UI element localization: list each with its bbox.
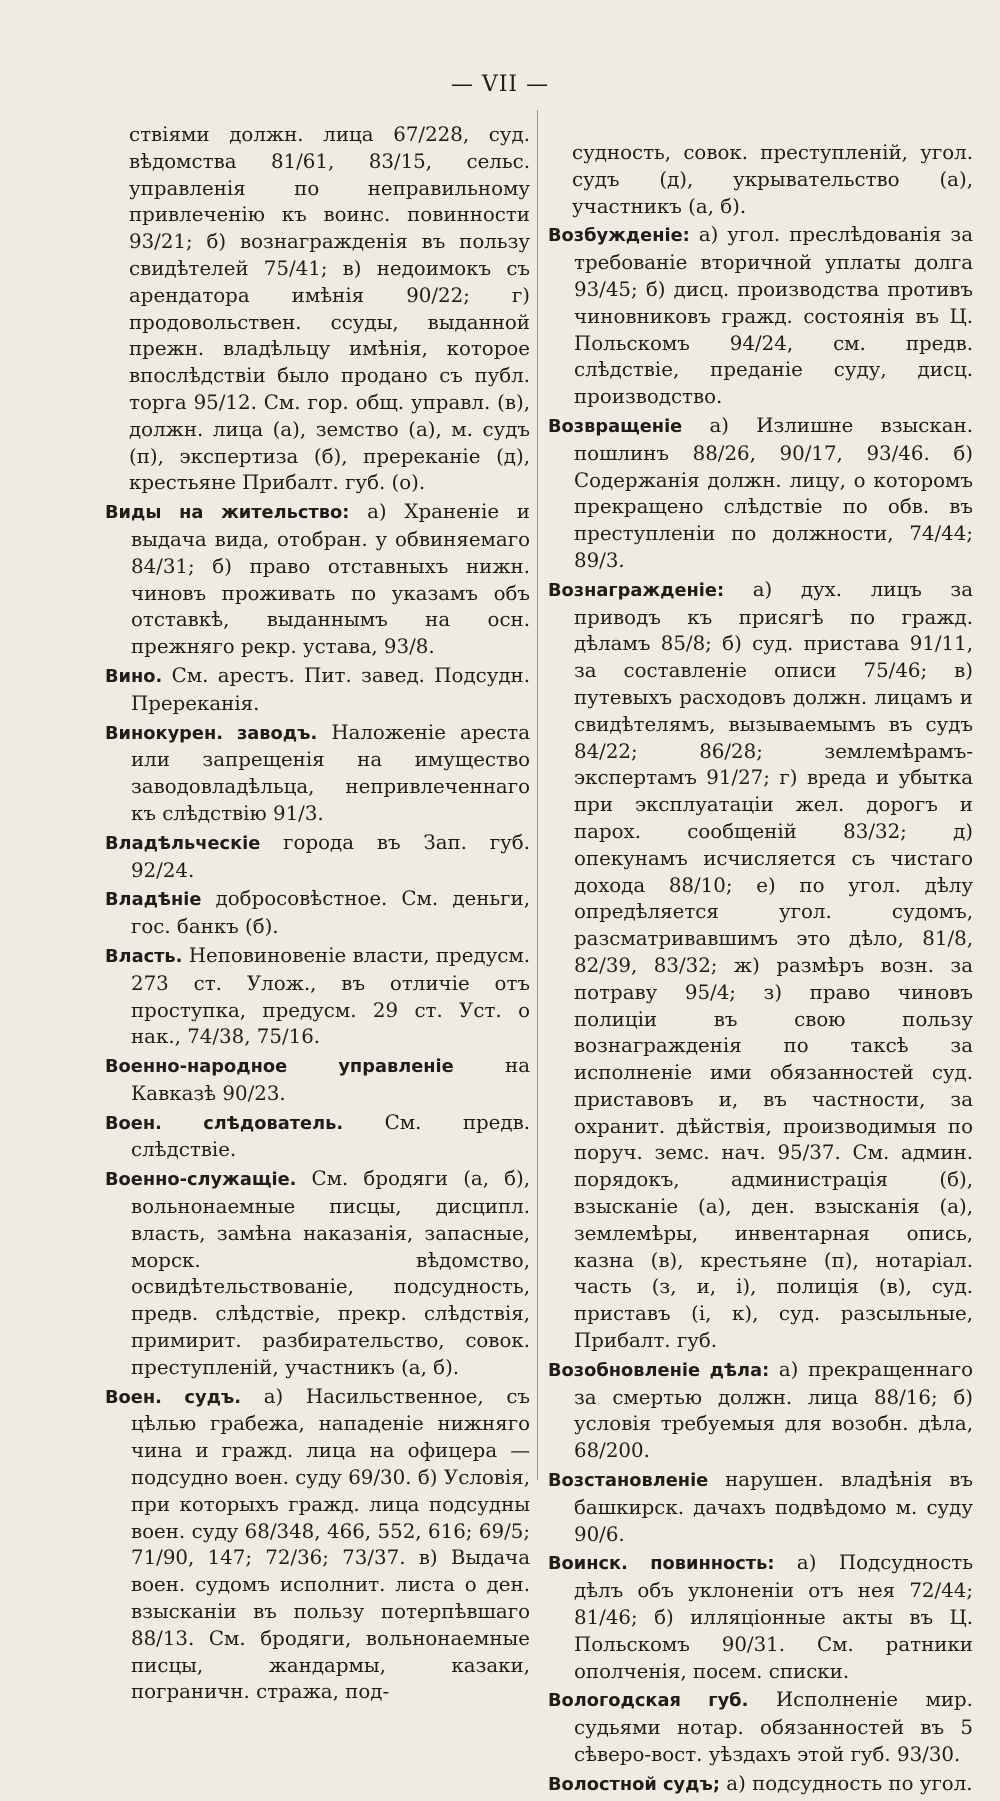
entry-heading: Возбужденіе: bbox=[548, 225, 690, 247]
entry-heading: Владѣніе bbox=[105, 889, 202, 911]
index-entry bbox=[105, 663, 530, 718]
entry-text: См. бродяги (а, б), вольнонаемные писцы, дисципл. власть, замѣна наказанія, запасные, морск. вѣдомство, освидѣтельствованіе, подсудность, предв. слѣдствіе, прекр. слѣдствія, примирит. разбирательство, совок. преступленій, участникъ (а, б). bbox=[131, 1167, 530, 1379]
right-column bbox=[548, 140, 973, 1801]
index-entry bbox=[548, 140, 973, 220]
entry-heading: Возобновленіе дѣла: bbox=[548, 1359, 770, 1381]
entry-text: Неповиновеніе власти, предусм. 273 ст. Улож., въ отличіе отъ проступка, предусм. 29 ст. Уст. о нак., 74/38, 75/16. bbox=[131, 943, 530, 1049]
index-entry bbox=[105, 830, 530, 885]
index-entry bbox=[548, 1467, 973, 1548]
entry-text: См. арестъ. Пит. завед. Подсудн. Пререканія. bbox=[131, 663, 530, 715]
index-entry bbox=[105, 1053, 530, 1108]
index-entry bbox=[548, 577, 973, 1355]
entry-text: добросовѣстное. См. деньги, гос. банкъ (б). bbox=[131, 887, 530, 939]
entry-text: а) прекращеннаго за смертью должн. лица 88/16; б) условія требуемыя для возобн. дѣла, 68/200. bbox=[574, 1357, 973, 1463]
index-entry bbox=[548, 413, 973, 575]
entry-text: а) дух. лицъ за приводъ къ присягѣ по гражд. дѣламъ 85/8; б) суд. пристава 91/11, за составленіе описи 75/46; в) путевыхъ расходовъ должн. лицамъ и свидѣтелямъ, вызываемымъ въ судъ 84/22; 86/28; землемѣрамъ-экспертамъ 91/27; г) вреда и убытка при эксплуатаціи жел. дорогъ и парох. сообщеній 83/32; д) опекунамъ исчисляется съ чистаго дохода 88/10; е) по угол. дѣлу опредѣляется угол. судомъ, разсматривавшимъ это дѣло, 81/8, 82/39, 83/32; ж) размѣръ возн. за потраву 95/4; з) право чиновъ полиціи въ свою пользу вознагражденія по таксѣ за исполненіе ими обязанностей суд. приставовъ и, въ частности, за охранит. дѣйствія, производимыя по поруч. земс. нач. 95/37. См. админ. порядокъ, администрація (б), взысканіе (а), ден. взысканія (а), землемѣры, инвентарная опись, казна (в), крестьяне (п), нотаріал. часть (з, и, і), полиція (в), суд. приставъ (і, к), суд. разсыльные, Прибалт. губ. bbox=[574, 577, 973, 1353]
page-number: — VII — bbox=[450, 72, 550, 97]
column-divider bbox=[537, 110, 538, 1480]
entry-text: а) Подсудность дѣлъ объ уклоненіи отъ нея 72/44; 81/46; б) илляціонные акты въ Ц. Польскомъ 90/31. См. ратники ополченія, посем. списки. bbox=[574, 1551, 973, 1683]
index-entry bbox=[105, 943, 530, 1051]
index-entry bbox=[105, 1384, 530, 1707]
left-column bbox=[105, 122, 530, 1708]
entry-text: Наложеніе ареста или запрещенія на имущество заводовладѣльца, непривлеченнаго къ слѣдствію 91/3. bbox=[131, 720, 530, 825]
entry-text: а) подсудность по угол. bbox=[726, 1771, 973, 1795]
entry-text: нарушен. владѣнія въ башкирск. дачахъ подвѣдомо м. суду 90/6. bbox=[574, 1468, 973, 1546]
entry-heading: Власть. bbox=[105, 945, 183, 967]
entry-text: См. предв. слѣдствіе. bbox=[131, 1110, 530, 1162]
index-entry bbox=[105, 1166, 530, 1381]
entry-heading: Возстановленіе bbox=[548, 1470, 709, 1492]
entry-text: судность, совок. преступленій, угол. судъ (д), укрывательство (а), участникъ (а, б). bbox=[572, 141, 973, 218]
entry-text: Исполненіе мир. судьями нотар. обязанностей въ 5 сѣверо-вост. уѣздахъ этой губ. 93/30. bbox=[574, 1688, 973, 1767]
entry-heading: Винокурен. заводъ. bbox=[105, 722, 318, 744]
entry-heading: Военно-служащіе. bbox=[105, 1169, 297, 1191]
entry-heading: Вологодская губ. bbox=[548, 1690, 749, 1712]
entry-heading: Воен. слѣдователь. bbox=[105, 1112, 344, 1134]
index-entry bbox=[548, 222, 973, 411]
entry-heading: Возвращеніе bbox=[548, 415, 683, 437]
entry-text: а) Излишне взыскан. пошлинъ 88/26, 90/17, 93/46. б) Содержанія должн. лицу, о которомъ прекращено слѣдствіе по обв. въ преступленіи по должности, 74/44; 89/3. bbox=[574, 413, 973, 572]
index-entry bbox=[548, 1687, 973, 1768]
index-entry bbox=[548, 1357, 973, 1465]
entry-heading: Воен. судъ. bbox=[105, 1386, 242, 1408]
entry-text: а) Насильственное, съ цѣлью грабежа, нападеніе нижняго чина и гражд. лица на офицера — подсудно воен. суду 69/30. б) Условія, при которыхъ гражд. лица подсудны воен. суду 68/348, 466, 552, 616; 69/5; 71/90, 147; 72/36; 73/37. в) Выдача воен. судомъ исполнит. листа о ден. взысканіи въ пользу потерпѣвшаго 88/13. См. бродяги, вольнонаемные писцы, жандармы, казаки, пограничн. стража, под- bbox=[131, 1384, 530, 1704]
entry-text: на Кавказѣ 90/23. bbox=[131, 1054, 530, 1105]
index-entry bbox=[105, 1110, 530, 1165]
entry-heading: Волостной судъ; bbox=[548, 1773, 720, 1795]
entry-text: а) угол. преслѣдованія за требованіе вторичной уплаты долга 93/45; б) дисц. производства противъ чиновниковъ гражд. состоянія въ Ц. Польскомъ 94/24, см. предв. слѣдствіе, преданіе суду, дисц. производство. bbox=[574, 223, 973, 409]
entry-text: а) Храненіе и выдача вида, отобран. у обвиняемаго 84/31; б) право отставныхъ нижн. чиновъ проживать по указамъ объ отставкѣ, выданнымъ на осн. прежняго рекр. устава, 93/8. bbox=[131, 500, 530, 659]
index-entry bbox=[105, 499, 530, 661]
index-entry bbox=[548, 1550, 973, 1685]
index-entry bbox=[105, 886, 530, 941]
entry-text: ствіями должн. лица 67/228, суд. вѣдомства 81/61, 83/15, сельс. управленія по неправильному привлеченію къ воинс. повинности 93/21; б) вознагражденія въ пользу свидѣтелей 75/41; в) недоимокъ съ арендатора имѣнія 90/22; г) продовольствен. ссуды, выданной прежн. владѣльцу имѣнія, которое впослѣдствіи было продано съ публ. торга 95/12. См. гор. общ. управл. (в), должн. лица (а), земство (а), м. судъ (п), экспертиза (б), пререканіе (д), крестьяне Прибалт. губ. (о). bbox=[129, 123, 530, 495]
entry-text: города въ Зап. губ. 92/24. bbox=[131, 830, 530, 882]
index-entry bbox=[105, 720, 530, 828]
index-entry bbox=[548, 1771, 973, 1799]
entry-heading: Вознагражденіе: bbox=[548, 579, 725, 601]
entry-heading: Воинск. повинность: bbox=[548, 1553, 775, 1575]
index-entry bbox=[105, 122, 530, 497]
entry-heading: Виды на жительство: bbox=[105, 502, 350, 524]
entry-heading: Владѣльческіе bbox=[105, 832, 261, 854]
entry-heading: Вино. bbox=[105, 665, 163, 687]
entry-heading: Военно-народное управленіе bbox=[105, 1056, 454, 1078]
